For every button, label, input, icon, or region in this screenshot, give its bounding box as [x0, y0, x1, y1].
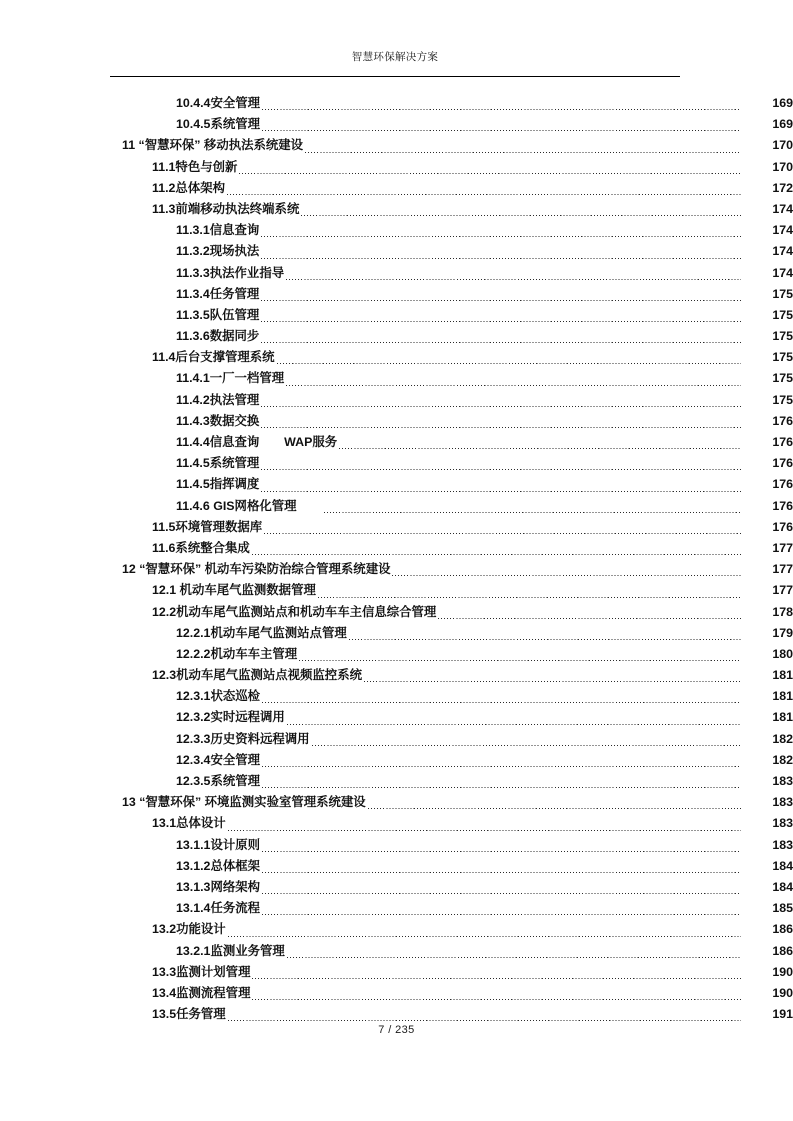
toc-entry[interactable] [0, 199, 793, 220]
toc-page-number-wrap [742, 393, 793, 407]
toc-entry[interactable] [0, 898, 793, 919]
toc-entry-label: 11.4.5系统管理 [176, 456, 260, 471]
toc-entry[interactable] [0, 347, 793, 368]
toc-page-number-wrap [742, 901, 793, 915]
toc-page-number-wrap [742, 1007, 793, 1021]
toc-page-number-wrap [742, 838, 793, 852]
toc-page-number: 178 [772, 604, 793, 619]
toc-entry-label: 13.2.1监测业务管理 [176, 943, 285, 958]
table-of-contents [0, 93, 793, 1025]
toc-entry[interactable] [0, 496, 793, 517]
toc-entry-label: 12.2机动车尾气监测站点和机动车车主信息综合管理 [152, 604, 437, 619]
toc-page-number: 175 [772, 392, 793, 407]
toc-dot-leader [262, 863, 741, 875]
toc-page-number-wrap [742, 456, 793, 470]
toc-entry[interactable] [0, 919, 793, 940]
toc-dot-leader [262, 757, 741, 769]
toc-entry-label: 11.3.5队伍管理 [176, 307, 260, 322]
toc-page-number: 174 [772, 265, 793, 280]
toc-dot-leader [262, 121, 741, 133]
toc-page-number: 169 [772, 117, 793, 132]
toc-page-number: 176 [772, 435, 793, 449]
toc-page-number-wrap [742, 499, 793, 513]
toc-dot-leader [364, 672, 741, 684]
toc-entry[interactable] [0, 453, 793, 474]
toc-page-number-wrap [742, 287, 793, 301]
toc-dot-leader [349, 630, 741, 642]
toc-page-number: 170 [772, 138, 793, 153]
toc-entry-label: 11.1特色与创新 [152, 159, 238, 174]
toc-entry[interactable] [0, 517, 793, 538]
toc-dot-leader [261, 397, 741, 409]
toc-page-number-wrap [742, 350, 793, 364]
toc-page-number-wrap [742, 774, 793, 788]
toc-dot-leader [318, 588, 741, 600]
toc-page-number-wrap [742, 626, 793, 640]
toc-entry[interactable] [0, 178, 793, 199]
toc-entry[interactable] [0, 771, 793, 792]
toc-dot-leader [228, 927, 741, 939]
toc-page-number: 174 [772, 244, 793, 259]
toc-entry[interactable] [0, 602, 793, 623]
toc-dot-leader [261, 418, 741, 430]
toc-page-number-wrap [742, 605, 793, 619]
toc-page-number-wrap [742, 520, 793, 534]
toc-page-number: 170 [772, 159, 793, 174]
toc-page-number-wrap [742, 117, 793, 131]
toc-entry[interactable] [0, 644, 793, 665]
toc-page-number-wrap [742, 202, 793, 216]
toc-page-number-wrap [742, 816, 793, 830]
toc-entry-label: 11.3.3执法作业指导 [176, 265, 285, 280]
toc-dot-leader [261, 312, 741, 324]
toc-entry-label: 11.3.4任务管理 [176, 286, 260, 301]
toc-page-number: 181 [772, 689, 793, 704]
toc-entry-label: 12.3.5系统管理 [176, 774, 261, 788]
toc-entry[interactable] [0, 305, 793, 326]
toc-entry-label: 12 “智慧环保” 机动车污染防治综合管理系统建设 [122, 562, 391, 577]
toc-dot-leader [239, 164, 741, 176]
running-header [110, 50, 680, 65]
toc-page-number: 180 [772, 646, 793, 661]
toc-page-number: 182 [772, 752, 793, 767]
toc-dot-leader [262, 100, 741, 112]
toc-page-number-wrap [742, 371, 793, 385]
toc-page-number: 186 [772, 922, 793, 937]
toc-page-number-wrap [742, 583, 793, 597]
toc-page-number: 176 [772, 498, 793, 513]
toc-entry-label: 12.3.1状态巡检 [176, 689, 261, 704]
toc-page-number-wrap [742, 965, 793, 979]
toc-entry[interactable] [0, 157, 793, 178]
toc-entry[interactable] [0, 114, 793, 135]
toc-dot-leader [299, 651, 741, 663]
toc-entry[interactable] [0, 220, 793, 241]
toc-page-number: 174 [772, 223, 793, 238]
toc-entry-label: 11.6系统整合集成 [152, 540, 250, 555]
toc-dot-leader [261, 482, 741, 494]
toc-page-number: 176 [772, 413, 793, 428]
toc-page-number-wrap [742, 922, 793, 936]
toc-dot-leader [227, 185, 741, 197]
toc-entry-label: 11.2总体架构 [152, 180, 225, 195]
toc-dot-leader [252, 545, 741, 557]
toc-page-number: 169 [772, 96, 793, 110]
toc-page-number-wrap [742, 181, 793, 195]
toc-page-number: 190 [772, 985, 793, 1000]
toc-dot-leader [301, 206, 741, 218]
toc-entry[interactable] [0, 729, 793, 750]
toc-page-number-wrap [742, 986, 793, 1000]
toc-page-number-wrap [742, 859, 793, 873]
toc-page-number-wrap [742, 753, 793, 767]
toc-dot-leader [228, 821, 741, 833]
toc-page-number: 185 [772, 901, 793, 916]
toc-dot-leader [368, 799, 741, 811]
toc-entry[interactable] [0, 326, 793, 347]
toc-entry-label: 13.4监测流程管理 [152, 985, 251, 1000]
toc-dot-leader [252, 969, 741, 981]
toc-entry-label: 13.3监测计划管理 [152, 964, 251, 979]
toc-dot-leader [261, 227, 741, 239]
toc-entry-label: 13.1.1设计原则 [176, 837, 261, 852]
toc-entry[interactable] [0, 707, 793, 728]
toc-entry[interactable] [0, 411, 793, 432]
toc-entry[interactable] [0, 263, 793, 284]
toc-entry-label: 13 “智慧环保” 环境监测实验室管理系统建设 [122, 795, 366, 810]
toc-page-number: 176 [772, 477, 793, 492]
toc-entry-label: 11.4.3数据交换 [176, 413, 260, 428]
toc-entry[interactable] [0, 941, 793, 962]
toc-entry-label: 11.4.6 GIS网格化管理 [176, 498, 297, 513]
toc-page-number-wrap [742, 710, 793, 724]
toc-entry[interactable] [0, 665, 793, 686]
toc-dot-leader [286, 376, 741, 388]
toc-page-number-wrap [742, 266, 793, 280]
toc-page-number-wrap [742, 689, 793, 703]
toc-page-number-wrap [742, 477, 793, 491]
toc-page-number-wrap [742, 96, 793, 110]
toc-entry-label: 11.3.2现场执法 [176, 244, 260, 259]
toc-page-number: 175 [772, 329, 793, 344]
toc-page-number: 176 [772, 456, 793, 471]
toc-page-number-wrap [742, 160, 793, 174]
toc-entry-label: 12.3.4安全管理 [176, 752, 261, 767]
toc-page-number: 175 [772, 286, 793, 301]
toc-entry[interactable] [0, 390, 793, 411]
toc-dot-leader [286, 270, 741, 282]
toc-page-number: 175 [772, 350, 793, 365]
toc-entry-label: 13.2功能设计 [152, 922, 226, 937]
toc-entry-label: 11.4.4信息查询 WAP服务 [176, 435, 338, 449]
toc-dot-leader [262, 884, 741, 896]
toc-entry-label: 11.4.1一厂一档管理 [176, 371, 285, 386]
toc-page-number: 177 [772, 562, 793, 577]
toc-page-number: 181 [772, 710, 793, 725]
toc-dot-leader [262, 842, 741, 854]
toc-entry[interactable] [0, 813, 793, 834]
toc-page-number: 184 [772, 858, 793, 873]
toc-entry[interactable] [0, 284, 793, 305]
toc-entry[interactable] [0, 856, 793, 877]
toc-dot-leader [305, 143, 741, 155]
toc-entry-label: 11.5环境管理数据库 [152, 519, 263, 534]
toc-dot-leader [262, 778, 741, 790]
toc-page-number-wrap [742, 880, 793, 894]
toc-page-number: 179 [772, 625, 793, 640]
toc-entry[interactable] [0, 580, 793, 601]
toc-page-number: 191 [772, 1007, 793, 1022]
toc-entry[interactable] [0, 983, 793, 1004]
toc-page-number: 183 [772, 816, 793, 831]
toc-page-number: 183 [772, 795, 793, 810]
toc-entry-label: 11.3前端移动执法终端系统 [152, 201, 300, 216]
toc-entry[interactable] [0, 835, 793, 856]
toc-dot-leader [261, 249, 741, 261]
toc-page-number: 183 [772, 774, 793, 788]
toc-entry[interactable] [0, 877, 793, 898]
toc-page-number-wrap [742, 308, 793, 322]
toc-entry[interactable] [0, 962, 793, 983]
toc-page-number: 177 [772, 583, 793, 598]
toc-entry-label: 13.1.4任务流程 [176, 901, 261, 916]
toc-page-number-wrap [742, 435, 793, 449]
toc-entry-label: 12.2.2机动车车主管理 [176, 646, 298, 661]
toc-page-number: 183 [772, 837, 793, 852]
toc-dot-leader [312, 736, 741, 748]
header-divider [110, 76, 680, 77]
toc-entry-label: 12.1 机动车尾气监测数据管理 [152, 583, 316, 598]
toc-entry[interactable] [0, 538, 793, 559]
toc-page-number-wrap [742, 562, 793, 576]
toc-dot-leader [262, 693, 741, 705]
toc-page-number-wrap [742, 647, 793, 661]
toc-entry[interactable] [0, 93, 793, 114]
toc-dot-leader [287, 715, 741, 727]
toc-entry-label: 11.3.6数据同步 [176, 329, 260, 344]
toc-entry-label: 11.4.5指挥调度 [176, 477, 260, 492]
toc-entry[interactable] [0, 241, 793, 262]
toc-dot-leader [264, 524, 741, 536]
toc-entry-label: 13.5任务管理 [152, 1007, 226, 1022]
toc-page-number: 175 [772, 307, 793, 322]
toc-dot-leader [339, 439, 741, 451]
toc-entry-label: 12.3机动车尾气监测站点视频监控系统 [152, 668, 362, 683]
toc-entry-label: 11.4后台支撑管理系统 [152, 350, 275, 365]
toc-entry-label: 12.3.2实时远程调用 [176, 710, 285, 725]
toc-page-number-wrap [742, 138, 793, 152]
toc-page-number-wrap [742, 732, 793, 746]
toc-dot-leader [287, 948, 741, 960]
toc-page-number-wrap [742, 414, 793, 428]
toc-page-number-wrap [742, 944, 793, 958]
toc-page-number: 186 [772, 943, 793, 958]
toc-page-number: 190 [772, 964, 793, 979]
toc-dot-leader [261, 333, 741, 345]
toc-page-number: 181 [772, 668, 793, 683]
toc-entry[interactable] [0, 135, 793, 156]
toc-dot-leader [277, 354, 741, 366]
toc-entry[interactable] [0, 1004, 793, 1025]
toc-entry[interactable] [0, 792, 793, 813]
toc-page-number: 172 [772, 180, 793, 195]
toc-page-number-wrap [742, 668, 793, 682]
toc-entry-label: 11.3.1信息查询 [176, 223, 260, 238]
toc-entry[interactable] [0, 686, 793, 707]
toc-entry-label: 12.3.3历史资料远程调用 [176, 731, 310, 746]
toc-entry-label: 11.4.2执法管理 [176, 392, 260, 407]
document-title: 智慧环保解决方案 [351, 52, 439, 63]
toc-dot-leader [262, 905, 741, 917]
toc-entry-label: 13.1.2总体框架 [176, 858, 261, 873]
toc-page-number: 177 [772, 540, 793, 555]
toc-entry[interactable] [0, 432, 793, 453]
toc-page-number: 175 [772, 371, 793, 386]
toc-entry-label: 12.2.1机动车尾气监测站点管理 [176, 625, 347, 640]
toc-entry[interactable] [0, 623, 793, 644]
toc-entry-label: 10.4.5系统管理 [176, 117, 261, 132]
toc-page-number: 184 [772, 879, 793, 894]
toc-dot-leader [392, 566, 741, 578]
toc-dot-leader [252, 990, 741, 1002]
toc-entry[interactable] [0, 750, 793, 771]
toc-entry-label: 13.1.3网络架构 [176, 879, 261, 894]
toc-dot-leader [324, 503, 741, 515]
toc-page-number-wrap [742, 329, 793, 343]
toc-entry[interactable] [0, 368, 793, 389]
toc-dot-leader [261, 460, 741, 472]
toc-dot-leader [261, 291, 741, 303]
toc-page-number: 174 [772, 201, 793, 216]
toc-entry[interactable] [0, 474, 793, 495]
toc-entry-label: 11 “智慧环保” 移动执法系统建设 [122, 138, 304, 153]
toc-entry-label: 10.4.4安全管理 [176, 96, 261, 110]
toc-page-number: 182 [772, 731, 793, 746]
toc-page-number-wrap [742, 223, 793, 237]
toc-page-number: 176 [772, 519, 793, 534]
toc-dot-leader [438, 609, 741, 621]
toc-dot-leader [228, 1011, 741, 1023]
toc-entry-label: 13.1总体设计 [152, 816, 226, 831]
toc-page-number-wrap [742, 244, 793, 258]
toc-page-number-wrap [742, 795, 793, 809]
page-number-footer: 7 / 235 [378, 1024, 415, 1036]
toc-entry[interactable] [0, 559, 793, 580]
toc-page-number-wrap [742, 541, 793, 555]
